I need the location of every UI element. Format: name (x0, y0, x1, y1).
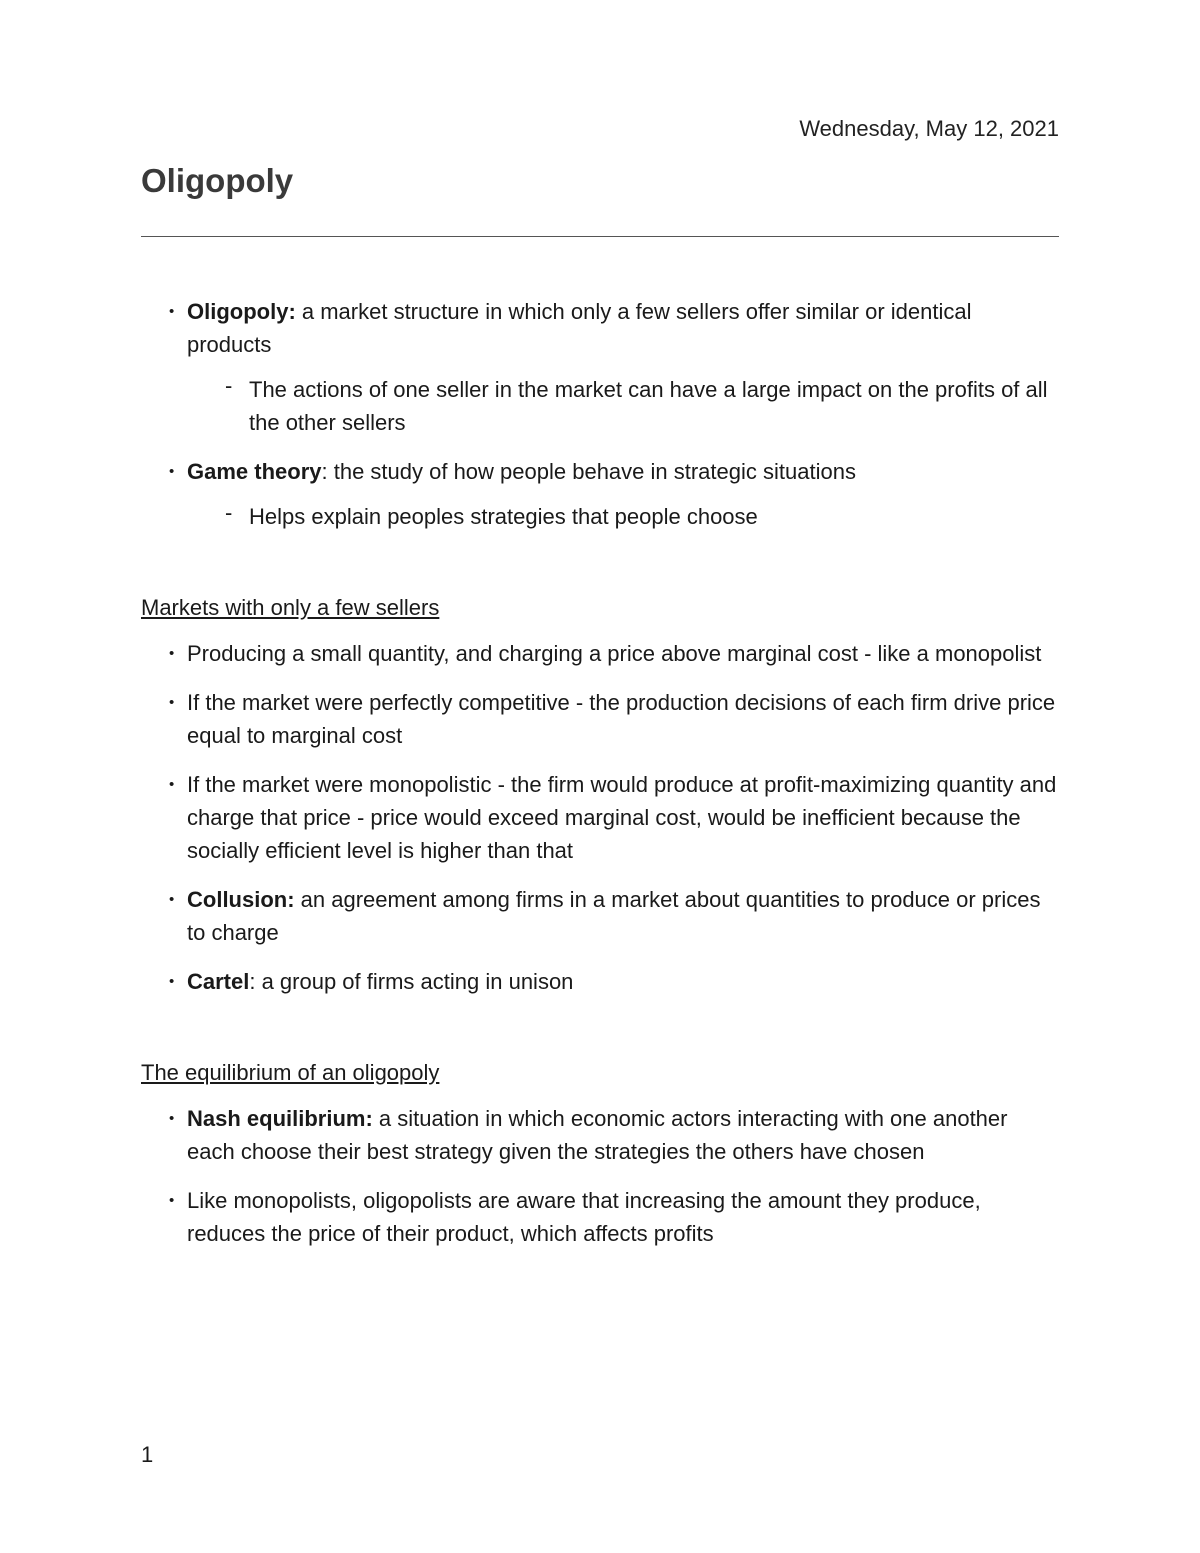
list-item (141, 455, 1059, 533)
list-item (141, 295, 1059, 439)
bullet-icon: • (169, 303, 175, 320)
list-item (141, 883, 1059, 949)
document-date: Wednesday, May 12, 2021 (799, 116, 1059, 141)
bullet-icon: • (169, 645, 175, 662)
intro-list (141, 295, 1059, 533)
dash-icon: - (225, 373, 233, 398)
term-label: Oligopoly: (187, 299, 296, 324)
section-heading-equilibrium: The equilibrium of an oligopoly (141, 1060, 440, 1085)
list-item (141, 1102, 1059, 1168)
page-title: Oligopoly (141, 162, 294, 199)
list-item (141, 1184, 1059, 1250)
sub-list (187, 500, 1059, 533)
markets-list (141, 637, 1059, 998)
page-number: 1 (141, 1442, 154, 1467)
term-label: Collusion: (187, 887, 295, 912)
sub-item-text: The actions of one seller in the market can have a large impact on the profits of all the other sellers (249, 377, 1048, 435)
bullet-icon: • (169, 1110, 175, 1127)
section-heading-markets: Markets with only a few sellers (141, 595, 440, 620)
term-label: Nash equilibrium: (187, 1106, 373, 1131)
sub-item-text: Helps explain peoples strategies that people choose (249, 504, 758, 529)
term-label: Game theory (187, 459, 322, 484)
notes-body (141, 295, 1059, 1266)
dash-icon: - (225, 500, 233, 525)
item-text: an agreement among firms in a market about quantities to produce or prices to charge (187, 887, 1041, 945)
sub-list-item (187, 373, 1059, 439)
item-text: Producing a small quantity, and charging a price above marginal cost - like a monopolist (187, 641, 1042, 666)
item-text: : a group of firms acting in unison (249, 969, 574, 994)
definition-text: a market structure in which only a few sellers offer similar or identical products (187, 299, 972, 357)
section-spacer (141, 549, 1059, 593)
bullet-icon: • (169, 694, 175, 711)
list-item (141, 686, 1059, 752)
term-label: Cartel (187, 969, 250, 994)
item-text: a situation in which economic actors interacting with one another each choose their best strategy given the strategies the others have chosen (187, 1106, 1008, 1164)
definition-text: : the study of how people behave in strategic situations (321, 459, 856, 484)
item-text: If the market were monopolistic - the firm would produce at profit-maximizing quantity and charge that price - price would exceed marginal cost, would be inefficient because the socially efficient level is higher than that (187, 772, 1057, 863)
item-text: Like monopolists, oligopolists are aware that increasing the amount they produce, reduces the price of their product, which affects profits (187, 1188, 981, 1246)
bullet-icon: • (169, 463, 175, 480)
bullet-icon: • (169, 973, 175, 990)
list-item (141, 965, 1059, 998)
bullet-icon: • (169, 776, 175, 793)
bullet-icon: • (169, 1192, 175, 1209)
list-item (141, 768, 1059, 867)
item-text: If the market were perfectly competitive - the production decisions of each firm drive price equal to marginal cost (187, 690, 1056, 748)
equilibrium-list (141, 1102, 1059, 1250)
sub-list (187, 373, 1059, 439)
sub-list-item (187, 500, 1059, 533)
title-divider (141, 236, 1059, 237)
list-item (141, 637, 1059, 670)
section-spacer (141, 1014, 1059, 1058)
bullet-icon: • (169, 891, 175, 908)
